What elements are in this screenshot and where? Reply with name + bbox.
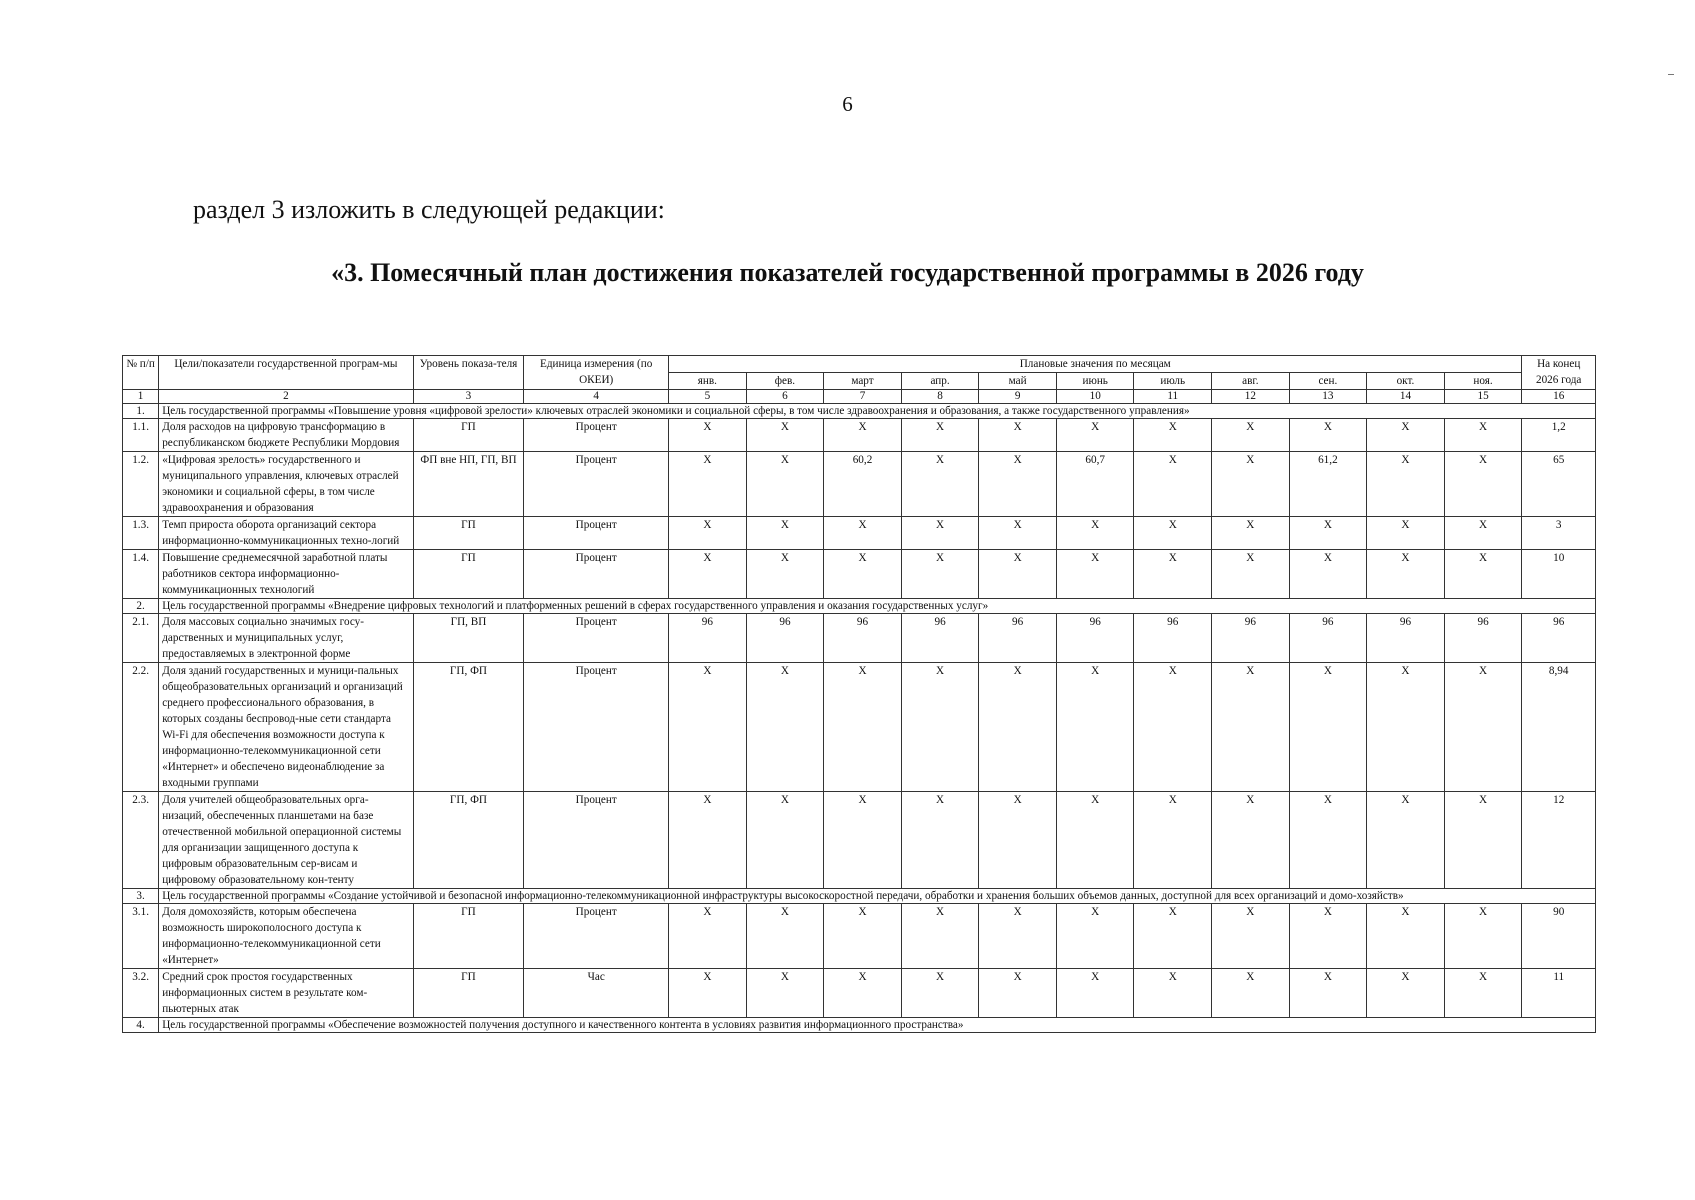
month-value: X (1134, 550, 1212, 599)
column-number: 10 (1056, 390, 1134, 404)
month-value: 96 (1134, 614, 1212, 663)
month-value: X (1367, 904, 1445, 969)
end-of-year-value: 11 (1522, 969, 1596, 1018)
indicator-level: ГП (413, 517, 524, 550)
row-number: 2. (123, 599, 159, 614)
indicator-level: ГП, ФП (413, 792, 524, 889)
indicator-row (123, 550, 1596, 599)
indicator-unit: Процент (524, 663, 669, 792)
row-number: 2.3. (123, 792, 159, 889)
month-value: X (1289, 550, 1367, 599)
section-title: «3. Помесячный план достижения показателей государственной программы в 2026 году (331, 258, 1364, 287)
month-value: X (1367, 517, 1445, 550)
indicators-plan-table (122, 355, 1596, 1033)
month-value: X (979, 969, 1057, 1018)
row-number: 1.4. (123, 550, 159, 599)
indicator-name: Средний срок простоя государственных информационных систем в результате ком-пьютерных атак (159, 969, 413, 1018)
indicator-level: ГП, ВП (413, 614, 524, 663)
month-value: 96 (1056, 614, 1134, 663)
month-value: X (746, 792, 824, 889)
column-number: 6 (746, 390, 824, 404)
month-value: X (901, 550, 979, 599)
month-value: 96 (1212, 614, 1290, 663)
month-value: X (669, 419, 747, 452)
indicator-level: ГП (413, 419, 524, 452)
month-value: X (901, 904, 979, 969)
month-value: 96 (1367, 614, 1445, 663)
page-number: 6 (842, 92, 853, 116)
month-value: X (824, 969, 902, 1018)
month-value: X (1367, 419, 1445, 452)
month-value: 96 (669, 614, 747, 663)
header-month: июль (1134, 373, 1212, 390)
end-of-year-value: 1,2 (1522, 419, 1596, 452)
indicator-name: Доля учителей общеобразовательных орга-низаций, обеспеченных планшетами на базе отечественной мобильной операционной системы для организации защищенного доступа к цифровым образовательным сер-висам и цифровому образовательному кон-тенту (159, 792, 413, 889)
column-number: 3 (413, 390, 524, 404)
row-number: 4. (123, 1018, 159, 1033)
column-number: 2 (159, 390, 413, 404)
header-month: фев. (746, 373, 824, 390)
indicator-row (123, 452, 1596, 517)
month-value: X (1367, 452, 1445, 517)
month-value: X (824, 792, 902, 889)
goal-text: Цель государственной программы «Повышение уровня «цифровой зрелости» ключевых отраслей экономики и социальной сферы, в том числе здравоохранения и образования, а также государственного управления» (159, 404, 1596, 419)
month-value: X (1212, 419, 1290, 452)
month-value: X (824, 419, 902, 452)
month-value: X (1056, 904, 1134, 969)
indicator-unit: Процент (524, 419, 669, 452)
header-month: авг. (1212, 373, 1290, 390)
column-numbers-row (123, 390, 1596, 404)
month-value: 96 (1444, 614, 1522, 663)
end-of-year-value: 3 (1522, 517, 1596, 550)
indicator-level: ГП (413, 550, 524, 599)
month-value: X (1134, 419, 1212, 452)
month-value: X (746, 517, 824, 550)
header-month: окт. (1367, 373, 1445, 390)
month-value: 96 (1289, 614, 1367, 663)
indicator-name: Повышение среднемесячной заработной платы работников сектора информационно-коммуникационных технологий (159, 550, 413, 599)
indicator-name: Доля массовых социально значимых госу-дарственных и муниципальных услуг, предоставляемых в электронной форме (159, 614, 413, 663)
month-value: X (824, 550, 902, 599)
month-value: X (1367, 969, 1445, 1018)
intro-text: раздел 3 изложить в следующей редакции: (193, 195, 665, 224)
month-value: X (979, 904, 1057, 969)
indicator-level: ГП (413, 904, 524, 969)
month-value: 96 (824, 614, 902, 663)
month-value: X (1056, 419, 1134, 452)
month-value: 96 (746, 614, 824, 663)
month-value: X (669, 904, 747, 969)
end-of-year-value: 12 (1522, 792, 1596, 889)
indicator-row (123, 517, 1596, 550)
header-month: янв. (669, 373, 747, 390)
month-value: X (1289, 517, 1367, 550)
column-number: 13 (1289, 390, 1367, 404)
month-value: X (746, 419, 824, 452)
month-value: X (669, 452, 747, 517)
month-value: X (901, 452, 979, 517)
header-level: Уровень показа-теля (413, 356, 524, 390)
month-value: X (1056, 663, 1134, 792)
indicator-name: Темп прироста оборота организаций сектора информационно-коммуникационных техно-логий (159, 517, 413, 550)
month-value: X (1134, 904, 1212, 969)
header-num: № п/п (123, 356, 159, 390)
header-month: ноя. (1444, 373, 1522, 390)
month-value: X (979, 517, 1057, 550)
header-month: март (824, 373, 902, 390)
row-number: 1.3. (123, 517, 159, 550)
month-value: X (1212, 452, 1290, 517)
header-end-of-year: На конец 2026 года (1522, 356, 1596, 390)
month-value: X (1367, 663, 1445, 792)
indicator-row (123, 792, 1596, 889)
goal-row (123, 889, 1596, 904)
end-of-year-value: 96 (1522, 614, 1596, 663)
month-value: X (1212, 517, 1290, 550)
month-value: X (1444, 517, 1522, 550)
indicator-name: Доля домохозяйств, которым обеспечена возможность широкополосного доступа к информационно-телекоммуникационной сети «Интернет» (159, 904, 413, 969)
header-planned-values: Плановые значения по месяцам (669, 356, 1522, 373)
column-number: 16 (1522, 390, 1596, 404)
month-value: X (1289, 904, 1367, 969)
goal-text: Цель государственной программы «Обеспечение возможностей получения доступного и качественного контента в условиях развития информационного пространства» (159, 1018, 1596, 1033)
month-value: 96 (979, 614, 1057, 663)
header-name: Цели/показатели государственной програм-мы (159, 356, 413, 390)
month-value: X (669, 663, 747, 792)
header-month: май (979, 373, 1057, 390)
month-value: 60,7 (1056, 452, 1134, 517)
column-number: 4 (524, 390, 669, 404)
indicator-row (123, 969, 1596, 1018)
month-value: X (746, 904, 824, 969)
goal-text: Цель государственной программы «Внедрение цифровых технологий и платформенных решений в сферах государственного управления и оказания государственных услуг» (159, 599, 1596, 614)
month-value: X (669, 792, 747, 889)
month-value: X (669, 517, 747, 550)
header-unit: Единица измерения (по ОКЕИ) (524, 356, 669, 390)
column-number: 11 (1134, 390, 1212, 404)
month-value: X (1134, 969, 1212, 1018)
month-value: X (746, 550, 824, 599)
indicator-unit: Процент (524, 452, 669, 517)
table-body (123, 404, 1596, 1033)
header-month: сен. (1289, 373, 1367, 390)
end-of-year-value: 65 (1522, 452, 1596, 517)
goal-row (123, 599, 1596, 614)
column-number: 5 (669, 390, 747, 404)
indicator-row (123, 663, 1596, 792)
indicator-unit: Процент (524, 904, 669, 969)
row-number: 3. (123, 889, 159, 904)
month-value: X (1444, 904, 1522, 969)
month-value: X (979, 550, 1057, 599)
month-value: X (1289, 792, 1367, 889)
month-value: 60,2 (824, 452, 902, 517)
goal-row (123, 404, 1596, 419)
indicator-row (123, 904, 1596, 969)
month-value: X (1056, 792, 1134, 889)
indicator-unit: Час (524, 969, 669, 1018)
row-number: 1. (123, 404, 159, 419)
indicator-unit: Процент (524, 614, 669, 663)
indicator-level: ГП (413, 969, 524, 1018)
month-value: X (1134, 663, 1212, 792)
month-value: X (746, 452, 824, 517)
indicator-row (123, 614, 1596, 663)
month-value: X (824, 517, 902, 550)
indicator-unit: Процент (524, 517, 669, 550)
indicator-row (123, 419, 1596, 452)
month-value: X (1444, 452, 1522, 517)
end-of-year-value: 90 (1522, 904, 1596, 969)
row-number: 1.2. (123, 452, 159, 517)
goal-text: Цель государственной программы «Создание устойчивой и безопасной информационно-телекоммуникационной инфраструктуры высокоскоростной передачи, обработки и хранения больших объемов данных, доступной для всех организаций и домо-хозяйств» (159, 889, 1596, 904)
indicator-name: Доля зданий государственных и муници-пальных общеобразовательных организаций и организаций среднего профессионального образования, в которых созданы беспровод-ные сети стандарта Wi-Fi для обеспечения возможности доступа к информационно-телекоммуникационной сети «Интернет» и обеспечено видеонаблюдение за входными группами (159, 663, 413, 792)
month-value: X (1367, 792, 1445, 889)
month-value: X (1056, 550, 1134, 599)
month-value: X (1289, 969, 1367, 1018)
month-value: X (901, 419, 979, 452)
row-number: 2.2. (123, 663, 159, 792)
header-month: апр. (901, 373, 979, 390)
column-number: 12 (1212, 390, 1290, 404)
month-value: X (824, 904, 902, 969)
column-number: 9 (979, 390, 1057, 404)
month-value: X (1212, 904, 1290, 969)
column-number: 14 (1367, 390, 1445, 404)
indicator-unit: Процент (524, 550, 669, 599)
scan-mark (1668, 74, 1674, 75)
month-value: X (669, 550, 747, 599)
month-value: 96 (901, 614, 979, 663)
month-value: X (1134, 792, 1212, 889)
goal-row (123, 1018, 1596, 1033)
end-of-year-value: 8,94 (1522, 663, 1596, 792)
indicator-level: ГП, ФП (413, 663, 524, 792)
month-value: X (746, 663, 824, 792)
month-value: X (979, 419, 1057, 452)
month-value: X (901, 663, 979, 792)
row-number: 1.1. (123, 419, 159, 452)
month-value: X (669, 969, 747, 1018)
month-value: X (979, 452, 1057, 517)
month-value: 61,2 (1289, 452, 1367, 517)
month-value: X (1134, 452, 1212, 517)
month-value: X (1444, 792, 1522, 889)
month-value: X (979, 663, 1057, 792)
column-number: 15 (1444, 390, 1522, 404)
indicator-name: Доля расходов на цифровую трансформацию в республиканском бюджете Республики Мордовия (159, 419, 413, 452)
month-value: X (1056, 517, 1134, 550)
month-value: X (1444, 550, 1522, 599)
row-number: 3.2. (123, 969, 159, 1018)
month-value: X (1367, 550, 1445, 599)
end-of-year-value: 10 (1522, 550, 1596, 599)
indicator-name: «Цифровая зрелость» государственного и муниципального управления, ключевых отраслей экономики и социальной сферы, в том числе здравоохранения и образования (159, 452, 413, 517)
table-header (123, 356, 1596, 404)
header-month: июнь (1056, 373, 1134, 390)
row-number: 2.1. (123, 614, 159, 663)
month-value: X (1289, 663, 1367, 792)
indicator-level: ФП вне НП, ГП, ВП (413, 452, 524, 517)
month-value: X (1212, 792, 1290, 889)
row-number: 3.1. (123, 904, 159, 969)
month-value: X (1056, 969, 1134, 1018)
month-value: X (901, 969, 979, 1018)
month-value: X (1444, 419, 1522, 452)
month-value: X (1212, 550, 1290, 599)
month-value: X (1212, 663, 1290, 792)
column-number: 1 (123, 390, 159, 404)
month-value: X (1289, 419, 1367, 452)
month-value: X (901, 517, 979, 550)
indicator-unit: Процент (524, 792, 669, 889)
month-value: X (979, 792, 1057, 889)
month-value: X (1444, 663, 1522, 792)
column-number: 8 (901, 390, 979, 404)
month-value: X (746, 969, 824, 1018)
month-value: X (1134, 517, 1212, 550)
month-value: X (901, 792, 979, 889)
month-value: X (824, 663, 902, 792)
month-value: X (1444, 969, 1522, 1018)
column-number: 7 (824, 390, 902, 404)
month-value: X (1212, 969, 1290, 1018)
